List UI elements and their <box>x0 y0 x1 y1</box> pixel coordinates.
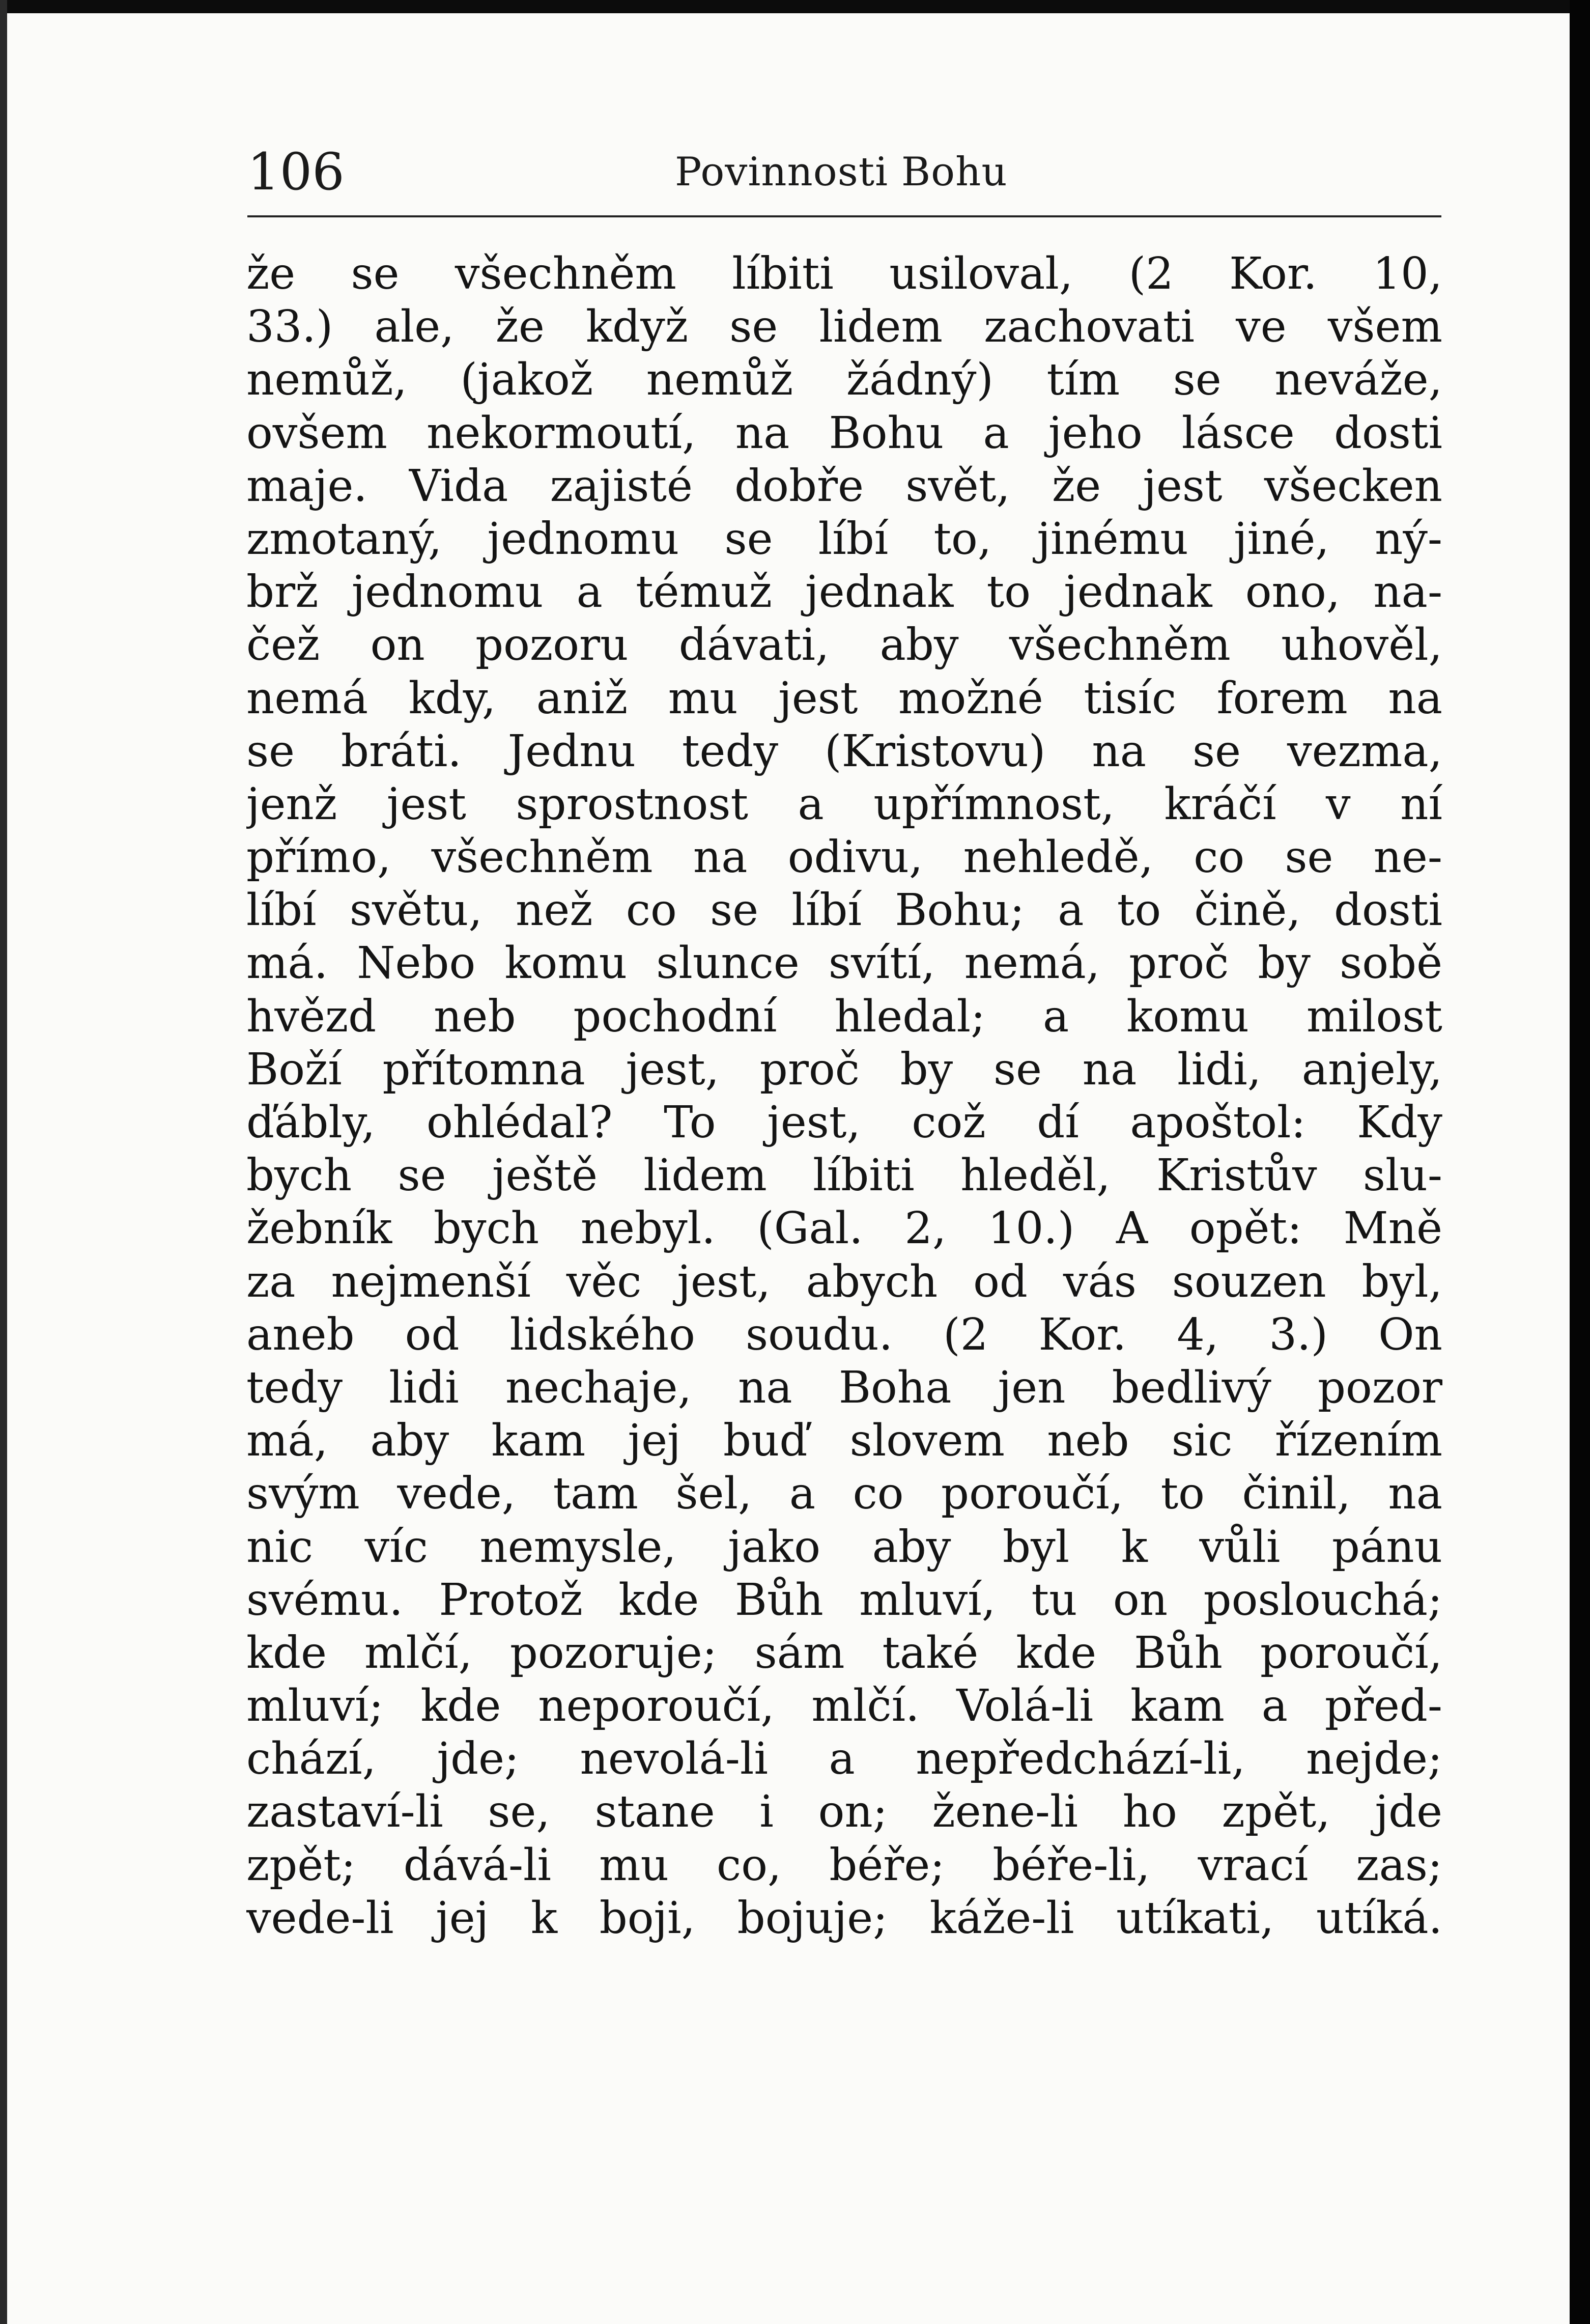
scan-right-edge <box>1570 0 1590 2324</box>
text-line: svým vede, tam šel, a co poroučí, to činil, na <box>246 1468 1442 1520</box>
text-line: mluví; kde neporoučí, mlčí. Volá-li kam a před- <box>246 1681 1442 1732</box>
text-line: čež on pozoru dávati, aby všechněm uhověl, <box>246 620 1442 671</box>
body-text <box>246 247 1442 1945</box>
text-line: bych se ještě lidem líbiti hleděl, Kristův slu- <box>246 1150 1442 1201</box>
scan-top-edge <box>0 0 1590 13</box>
page-header <box>247 136 1441 208</box>
text-line: vede-li jej k boji, bojuje; káže-li utíkati, utíká. <box>246 1892 1442 1944</box>
text-line: kde mlčí, pozoruje; sám také kde Bůh poroučí, <box>246 1627 1442 1678</box>
text-line: nemůž, (jakož nemůž žádný) tím se neváže, <box>246 354 1442 406</box>
text-line: zmotaný, jednomu se líbí to, jinému jiné, ný- <box>246 513 1442 565</box>
running-title: Povinnosti Bohu <box>675 149 1008 195</box>
text-line: zastaví-li se, stane i on; žene-li ho zpět, jde <box>246 1786 1442 1838</box>
text-line: aneb od lidského soudu. (2 Kor. 4, 3.) On <box>246 1309 1442 1360</box>
text-line: svému. Protož kde Bůh mluví, tu on poslouchá; <box>246 1574 1442 1626</box>
scan-left-edge <box>0 0 7 2324</box>
text-line: že se všechněm líbiti usiloval, (2 Kor. 10, <box>246 248 1442 299</box>
text-line: ďábly, ohlédal? To jest, což dí apoštol: Kdy <box>246 1097 1442 1148</box>
text-line: 33.) ale, že když se lidem zachovati ve všem <box>246 301 1442 353</box>
text-line: brž jednomu a témuž jednak to jednak ono, na- <box>246 567 1442 618</box>
text-line: tedy lidi nechaje, na Boha jen bedlivý pozor <box>246 1362 1442 1413</box>
text-line: žebník bych nebyl. (Gal. 2, 10.) A opět: Mně <box>246 1203 1442 1254</box>
text-line: zpět; dává-li mu co, béře; béře-li, vrací zas; <box>246 1839 1442 1891</box>
header-rule <box>247 215 1441 217</box>
text-line: Boží přítomna jest, proč by se na lidi, anjely, <box>246 1044 1442 1095</box>
page-number: 106 <box>247 142 345 202</box>
text-line: má. Nebo komu slunce svítí, nemá, proč by sobě <box>246 938 1442 989</box>
text-line: jenž jest sprostnost a upřímnost, kráčí v ní <box>246 778 1442 830</box>
text-line: hvězd neb pochodní hledal; a komu milost <box>246 991 1442 1042</box>
text-line: chází, jde; nevolá-li a nepředchází-li, nejde; <box>246 1733 1442 1785</box>
text-line: se bráti. Jednu tedy (Kristovu) na se vezma, <box>246 725 1442 777</box>
text-line: má, aby kam jej buď slovem neb sic řízením <box>246 1415 1442 1467</box>
text-line: ovšem nekormoutí, na Bohu a jeho lásce dosti <box>246 407 1442 459</box>
text-line: nic víc nemysle, jako aby byl k vůli pánu <box>246 1521 1442 1573</box>
text-line: přímo, všechněm na odivu, nehledě, co se ne- <box>246 832 1442 883</box>
text-line: za nejmenší věc jest, abych od vás souzen byl, <box>246 1256 1442 1307</box>
text-line: maje. Vida zajisté dobře svět, že jest všecken <box>246 460 1442 512</box>
text-line: líbí světu, než co se líbí Bohu; a to čině, dosti <box>246 885 1442 936</box>
text-line: nemá kdy, aniž mu jest možné tisíc forem na <box>246 673 1442 724</box>
